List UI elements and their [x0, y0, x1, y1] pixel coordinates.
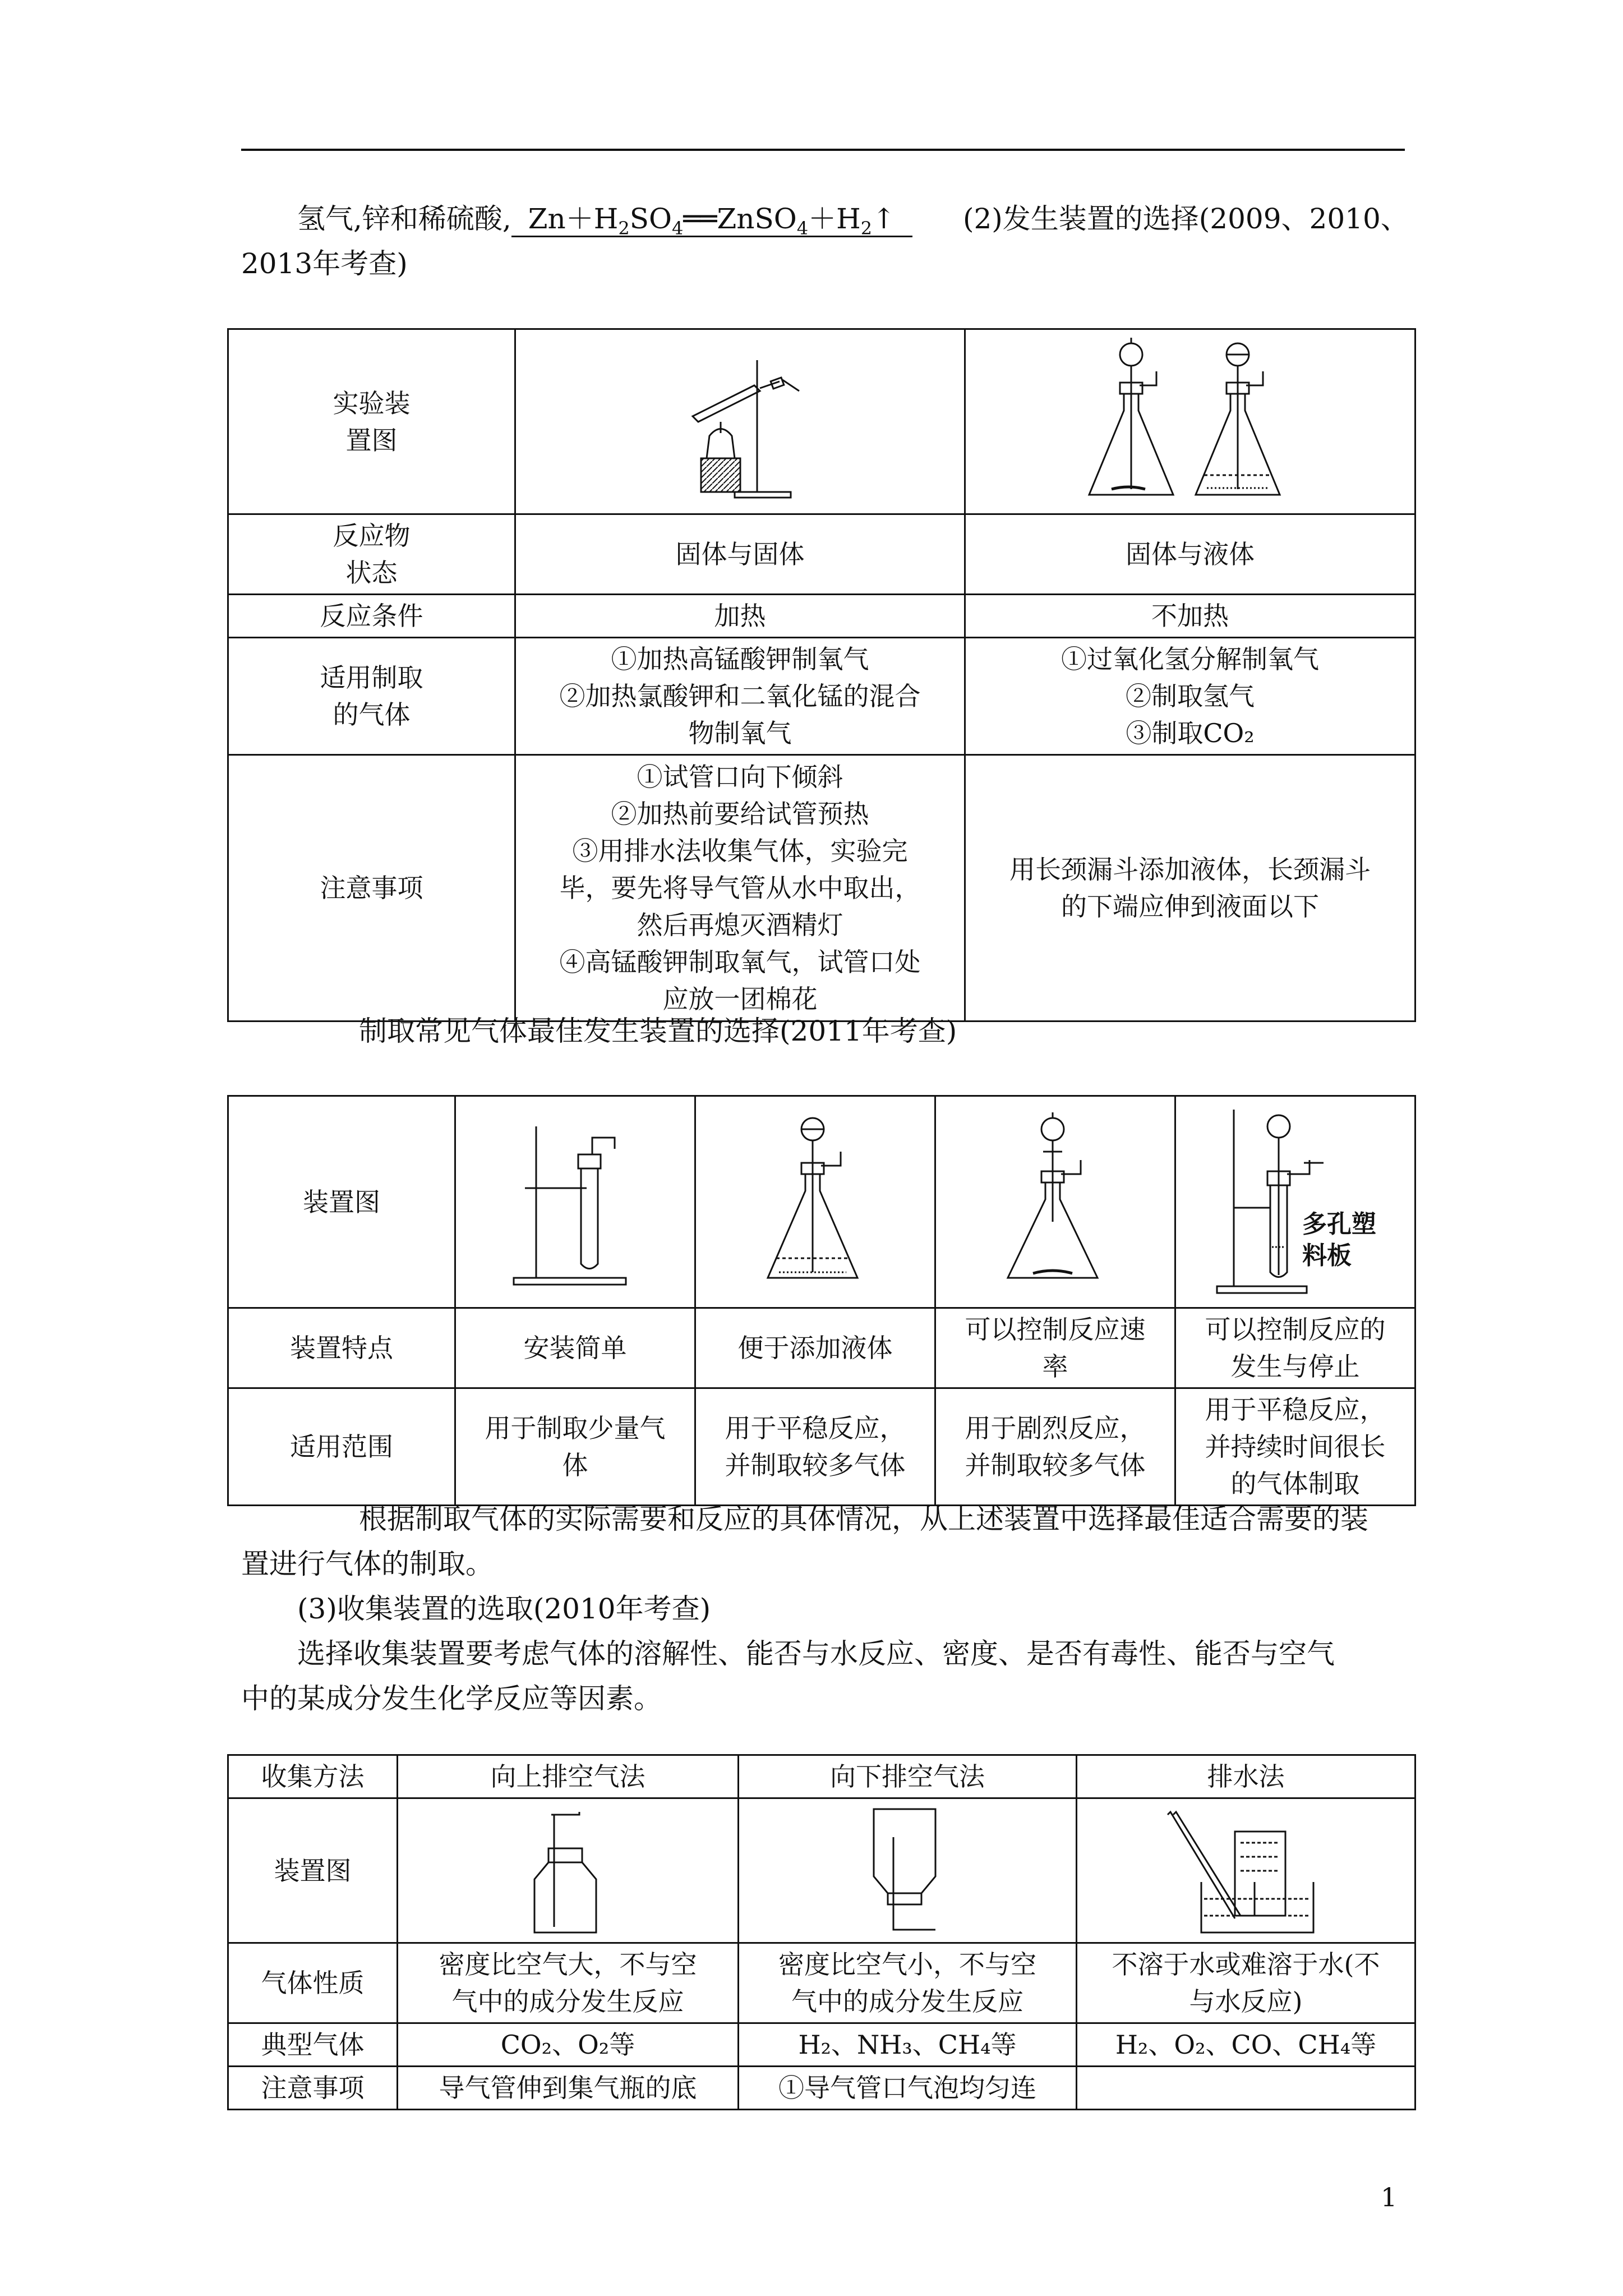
- table-row: [228, 1096, 1415, 1308]
- table-cell: 可以控制反应的 发生与停止: [1175, 1308, 1415, 1388]
- intro-suffix: (2)发生装置的选择(2009、2010、: [962, 203, 1409, 235]
- table-cell: 不加热: [965, 595, 1415, 638]
- header-rule: [241, 149, 1405, 151]
- intro-line-2: 2013年考查): [241, 247, 408, 280]
- table-cell: 装置图: [228, 1798, 398, 1943]
- water-displacement-image: [1077, 1798, 1415, 1943]
- table-row: [228, 1755, 1415, 1798]
- table-row: [228, 1388, 1415, 1506]
- porous-plate-apparatus-image: [1175, 1096, 1415, 1308]
- table-cell: 注意事项: [228, 755, 515, 1022]
- table-cell: H₂、O₂、CO、CH₄等: [1077, 2023, 1415, 2067]
- best-generator-table: [227, 1095, 1416, 1506]
- table-cell: 用于平稳反应， 并持续时间很长 的气体制取: [1175, 1388, 1415, 1506]
- table-cell: 加热: [515, 595, 965, 638]
- table-cell: 适用范围: [228, 1388, 455, 1506]
- paragraph-1-line-1: 根据制取气体的实际需要和反应的具体情况，从上述装置中选择最佳适合需要的装: [359, 1503, 1368, 1535]
- collection-section-heading: (3)收集装置的选取(2010年考查): [297, 1593, 711, 1625]
- table-row: [228, 329, 1415, 514]
- table-cell: 反应条件: [228, 595, 515, 638]
- long-funnel-flask-image: [695, 1096, 935, 1308]
- heating-apparatus-image: [515, 329, 965, 514]
- table-cell: H₂、NH₃、CH₄等: [739, 2023, 1077, 2067]
- table-row: [228, 2023, 1415, 2067]
- collection-table: [227, 1754, 1416, 2110]
- table-cell: 适用制取 的气体: [228, 638, 515, 755]
- table-cell: 固体与固体: [515, 514, 965, 595]
- test-tube-stand-image: [455, 1096, 695, 1308]
- zinc-reaction-formula: $Zn+H_2SO_4══ZnSO_4+H_2↑$: [511, 202, 912, 237]
- table-cell: 便于添加液体: [695, 1308, 935, 1388]
- table-cell: 实验装 置图: [228, 329, 515, 514]
- flask-apparatus-image: [965, 329, 1415, 514]
- intro-line-1: [297, 197, 1409, 240]
- downward-air-displacement-image: [739, 1798, 1077, 1943]
- paragraph-3-line-1: 选择收集装置要考虑气体的溶解性、能否与水反应、密度、是否有毒性、能否与空气: [297, 1637, 1335, 1670]
- upward-air-displacement-image: [398, 1798, 739, 1943]
- table-cell: 典型气体: [228, 2023, 398, 2067]
- table-cell: 用于制取少量气 体: [455, 1388, 695, 1506]
- table-header-cell: 向下排空气法: [739, 1755, 1077, 1798]
- table-cell: 用于平稳反应， 并制取较多气体: [695, 1388, 935, 1506]
- table-row: [228, 1943, 1415, 2023]
- table-row: [228, 2067, 1415, 2110]
- table-cell: 密度比空气小，不与空 气中的成分发生反应: [739, 1943, 1077, 2023]
- table-cell: 不溶于水或难溶于水(不 与水反应): [1077, 1943, 1415, 2023]
- paragraph-1-line-2: 置进行气体的制取。: [241, 1548, 494, 1580]
- page-number: 1: [1381, 2182, 1398, 2212]
- table-cell: 装置图: [228, 1096, 455, 1308]
- table-cell: 密度比空气大，不与空 气中的成分发生反应: [398, 1943, 739, 2023]
- paragraph-3-line-2: 中的某成分发生化学反应等因素。: [241, 1682, 662, 1715]
- table-cell: 导气管伸到集气瓶的底: [398, 2067, 739, 2110]
- table-cell: 安装简单: [455, 1308, 695, 1388]
- table-row: [228, 638, 1415, 755]
- table-header-cell: 收集方法: [228, 1755, 398, 1798]
- porous-plate-label: 多孔塑 料板: [1302, 1210, 1376, 1270]
- intro-prefix: 氢气,锌和稀硫酸,: [297, 203, 511, 235]
- table-cell: 反应物 状态: [228, 514, 515, 595]
- table-row: [228, 514, 1415, 595]
- table-row: [228, 1308, 1415, 1388]
- table-cell: ①加热高锰酸钾制氧气 ②加热氯酸钾和二氧化锰的混合 物制氧气: [515, 638, 965, 755]
- table-cell: CO₂、O₂等: [398, 2023, 739, 2067]
- table-header-cell: 向上排空气法: [398, 1755, 739, 1798]
- table-row: [228, 755, 1415, 1022]
- table-cell: ①试管口向下倾斜 ②加热前要给试管预热 ③用排水法收集气体，实验完 毕，要先将导气管从水中取出， 然后再熄灭酒精灯 ④高锰酸钾制取氧气，试管口处 应放一团棉花: [515, 755, 965, 1022]
- table-cell: 固体与液体: [965, 514, 1415, 595]
- table-header-cell: 排水法: [1077, 1755, 1415, 1798]
- table-row: [228, 595, 1415, 638]
- generator-table: [227, 328, 1416, 1022]
- table-cell: 可以控制反应速 率: [935, 1308, 1175, 1388]
- table-cell: 用于剧烈反应， 并制取较多气体: [935, 1388, 1175, 1506]
- separatory-funnel-flask-image: [935, 1096, 1175, 1308]
- caption-best-generator: 制取常见气体最佳发生装置的选择(2011年考查): [359, 1015, 957, 1047]
- table-cell: 注意事项: [228, 2067, 398, 2110]
- table-cell: 用长颈漏斗添加液体，长颈漏斗 的下端应伸到液面以下: [965, 755, 1415, 1022]
- table-cell: ①导气管口气泡均匀连: [739, 2067, 1077, 2110]
- table-cell: [1077, 2067, 1415, 2110]
- table-cell: 装置特点: [228, 1308, 455, 1388]
- table-row: [228, 1798, 1415, 1943]
- table-cell: 气体性质: [228, 1943, 398, 2023]
- table-cell: ①过氧化氢分解制氧气 ②制取氢气 ③制取CO₂: [965, 638, 1415, 755]
